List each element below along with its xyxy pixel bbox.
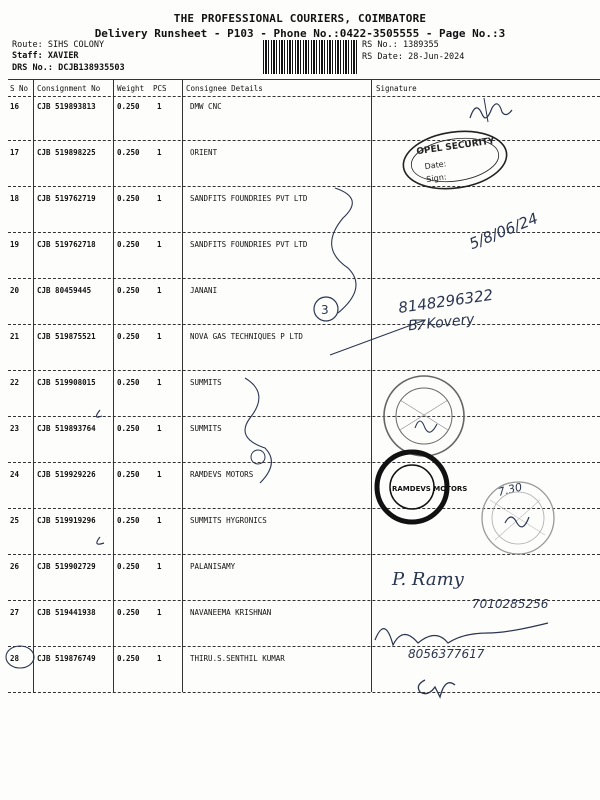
cell-consignment: CJB 519929226 [37, 470, 96, 479]
rs-no-line [362, 40, 439, 50]
drs-line [12, 63, 125, 73]
cell-weight: 0.250 [117, 102, 140, 111]
cell-consignee: ORIENT [190, 148, 218, 157]
cell-weight: 0.250 [117, 378, 140, 387]
barcode [263, 40, 357, 74]
pen-scribble [332, 188, 356, 313]
cell-weight: 0.250 [117, 608, 140, 617]
cell-consignment: CJB 519875521 [37, 332, 96, 341]
header-divider [8, 96, 600, 97]
cell-weight: 0.250 [117, 424, 140, 433]
rs-no-value: 1389355 [402, 40, 439, 50]
row-divider [8, 508, 600, 509]
cell-sno: 16 [10, 102, 20, 111]
cell-consignee: SUMMITS [190, 378, 222, 387]
cell-consignment: CJB 519893764 [37, 424, 96, 433]
cell-sno: 28 [10, 654, 20, 663]
cell-pcs: 1 [157, 378, 162, 387]
handwritten-phone-1: 8148296322 [397, 285, 495, 317]
cell-consignee: THIRU.S.SENTHIL KUMAR [190, 654, 285, 663]
signature-scribble [505, 517, 529, 527]
signature-scribble [418, 680, 455, 697]
runsheet-subtitle: Delivery Runsheet - P103 - Phone No.:0422-3505555 - Page No.:3 [94, 27, 506, 40]
cell-weight: 0.250 [117, 654, 140, 663]
cell-consignment: CJB 519441938 [37, 608, 96, 617]
row-divider [8, 232, 600, 233]
col-header-consignee: Consignee Details [186, 84, 263, 93]
cell-pcs: 1 [157, 608, 162, 617]
cell-consignee: NAVANEEMA KRISHNAN [190, 608, 272, 617]
col-header-signature: Signature [376, 84, 417, 93]
cell-weight: 0.250 [117, 516, 140, 525]
handwritten-name-2: P. Ramy [392, 569, 464, 590]
drs-value: DCJB138935503 [58, 63, 125, 73]
cell-sno: 25 [10, 516, 20, 525]
row-divider [8, 278, 600, 279]
staff-value: XAVIER [47, 51, 79, 61]
cell-consignment: CJB 80459445 [37, 286, 92, 295]
cell-sno: 24 [10, 470, 20, 479]
opel-stamp-sign: Sign: [425, 172, 448, 185]
cell-sno: 19 [10, 240, 20, 249]
cell-pcs: 1 [157, 286, 162, 295]
pen-scribble [245, 378, 271, 483]
staff-label: Staff: [12, 51, 43, 61]
row-divider [8, 140, 600, 141]
signature-scribble [470, 104, 512, 118]
col-header-pcs: PCS [153, 84, 167, 93]
row-divider [8, 186, 600, 187]
rs-date-line [362, 52, 464, 62]
cell-consignee: PALANISAMY [190, 562, 236, 571]
row-divider [8, 324, 600, 325]
drs-label: DRS No.: [12, 63, 53, 73]
cell-consignment: CJB 519762718 [37, 240, 96, 249]
cell-consignee: SANDFITS FOUNDRIES PVT LTD [190, 240, 308, 249]
opel-security-stamp [400, 125, 511, 195]
table-top-rule [8, 79, 600, 80]
cell-sno: 27 [10, 608, 20, 617]
cell-sno: 23 [10, 424, 20, 433]
cell-consignee: SUMMITS [190, 424, 222, 433]
cell-pcs: 1 [157, 654, 162, 663]
route-line [12, 40, 104, 50]
company-title: THE PROFESSIONAL COURIERS, COIMBATORE [173, 12, 427, 25]
cell-pcs: 1 [157, 102, 162, 111]
cell-consignment: CJB 519898225 [37, 148, 96, 157]
cell-consignee: DMW CNC [190, 102, 222, 111]
rs-date-label: RS Date: [362, 52, 403, 62]
cell-consignment: CJB 519876749 [37, 654, 96, 663]
cell-consignee: JANANI [190, 286, 218, 295]
opel-stamp-date: Date: [424, 159, 447, 172]
opel-stamp-title: OPEL SECURITY [415, 136, 496, 158]
circled-number: 3 [321, 303, 329, 317]
col-header-weight: Weight [117, 84, 145, 93]
cell-pcs: 1 [157, 470, 162, 479]
arrow-mark [330, 320, 425, 355]
cell-sno: 20 [10, 286, 20, 295]
staff-line [12, 51, 79, 61]
rs-no-label: RS No.: [362, 40, 398, 50]
cell-consignee: SANDFITS FOUNDRIES PVT LTD [190, 194, 308, 203]
cell-pcs: 1 [157, 240, 162, 249]
ramdevs-stamp-text: RAMDEVS MOTORS [392, 485, 468, 493]
row-divider [8, 646, 600, 647]
rs-date-value: 28-Jun-2024 [408, 52, 465, 62]
cell-consignee: RAMDEVS MOTORS [190, 470, 254, 479]
cell-sno: 22 [10, 378, 20, 387]
cell-sno: 18 [10, 194, 20, 203]
cell-weight: 0.250 [117, 286, 140, 295]
cell-consignee: SUMMITS HYGRONICS [190, 516, 267, 525]
faded-round-stamp [482, 482, 554, 554]
handwritten-date: 5/8/06/24 [466, 209, 541, 254]
row-divider [8, 416, 600, 417]
route-label: Route: [12, 40, 43, 50]
row-divider [8, 370, 600, 371]
signature-scribble [484, 98, 488, 122]
signature-scribble [415, 421, 437, 432]
cell-consignment: CJB 519902729 [37, 562, 96, 571]
row-divider [8, 462, 600, 463]
cell-weight: 0.250 [117, 332, 140, 341]
row-divider [8, 600, 600, 601]
col-header-sno: S No [10, 84, 29, 93]
cell-weight: 0.250 [117, 240, 140, 249]
col-header-consignment: Consignment No [37, 84, 101, 93]
cell-sno: 17 [10, 148, 20, 157]
cell-weight: 0.250 [117, 194, 140, 203]
cell-pcs: 1 [157, 332, 162, 341]
handwritten-name-1: B. Kovery [407, 311, 476, 335]
cell-consignment: CJB 519908015 [37, 378, 96, 387]
cell-pcs: 1 [157, 516, 162, 525]
cell-pcs: 1 [157, 148, 162, 157]
cell-pcs: 1 [157, 562, 162, 571]
row-divider [8, 692, 600, 693]
handwritten-phone-2: 7010285256 [472, 597, 549, 611]
cell-weight: 0.250 [117, 470, 140, 479]
cell-pcs: 1 [157, 424, 162, 433]
signature-scribble [375, 623, 548, 645]
cell-consignment: CJB 519919296 [37, 516, 96, 525]
cell-sno: 26 [10, 562, 20, 571]
tick-mark [97, 537, 104, 544]
cell-pcs: 1 [157, 194, 162, 203]
cell-consignment: CJB 519893813 [37, 102, 96, 111]
circle-mark [314, 297, 338, 321]
cell-sno: 21 [10, 332, 20, 341]
cell-weight: 0.250 [117, 562, 140, 571]
row-divider [8, 554, 600, 555]
route-value: SIHS COLONY [47, 40, 105, 50]
cell-weight: 0.250 [117, 148, 140, 157]
cell-consignment: CJB 519762719 [37, 194, 96, 203]
handwritten-phone-3: 8056377617 [408, 647, 485, 661]
handwritten-time: 7.30 [496, 480, 524, 499]
cell-consignee: NOVA GAS TECHNIQUES P LTD [190, 332, 303, 341]
